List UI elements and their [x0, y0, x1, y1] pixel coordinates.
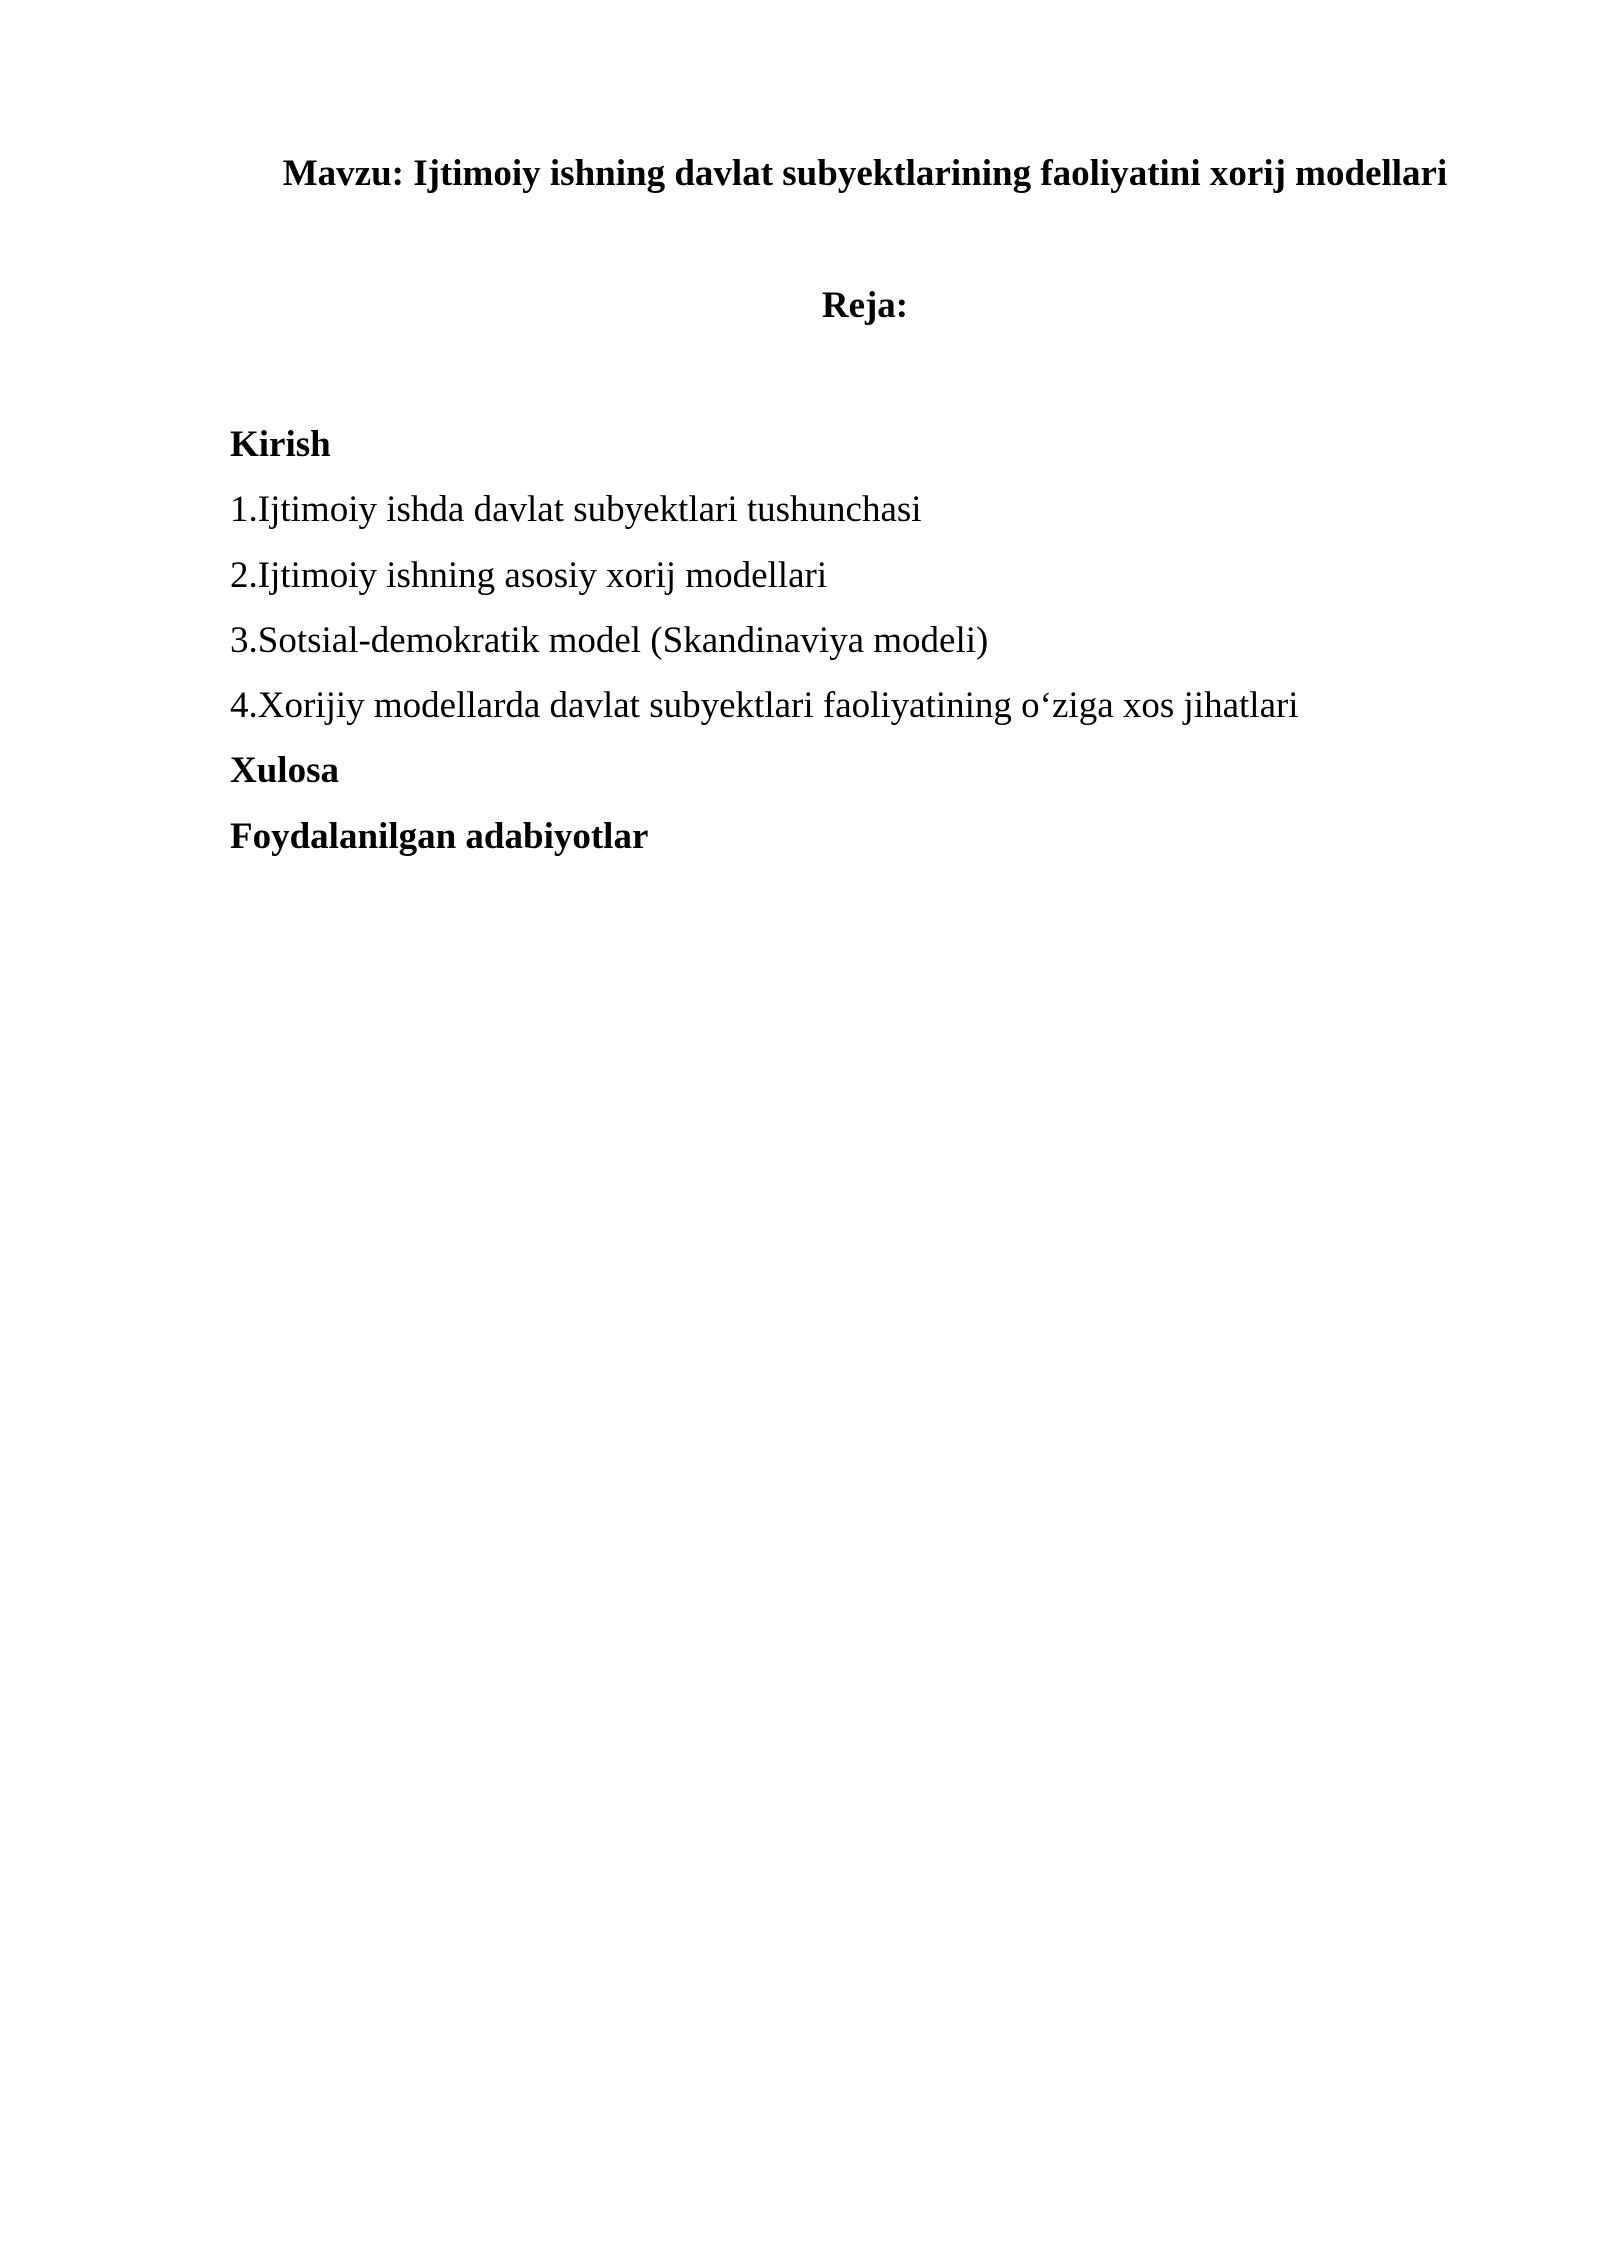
plan-item-conclusion: Xulosa [230, 750, 339, 792]
plan-item-references: Foydalanilgan adabiyotlar [230, 815, 649, 857]
plan-heading: Reja: [821, 285, 909, 326]
plan-list [230, 412, 1500, 869]
plan-item-2: 2.Ijtimoiy ishning asosiy xorij modellari [230, 554, 828, 596]
plan-item-1: 1.Ijtimoiy ishda davlat subyektlari tushunchasi [230, 489, 922, 531]
plan-item-introduction: Kirish [230, 424, 331, 465]
plan-item-4: 4.Xorijiy modellarda davlat subyektlari faoliyatining o‘ziga xos jihatlari [230, 685, 1299, 727]
plan-item-3: 3.Sotsial-demokratik model (Skandinaviya modeli) [230, 619, 989, 661]
document-title: Mavzu: Ijtimoiy ishning davlat subyektlarining faoliyatini xorij modellari [282, 153, 1448, 194]
